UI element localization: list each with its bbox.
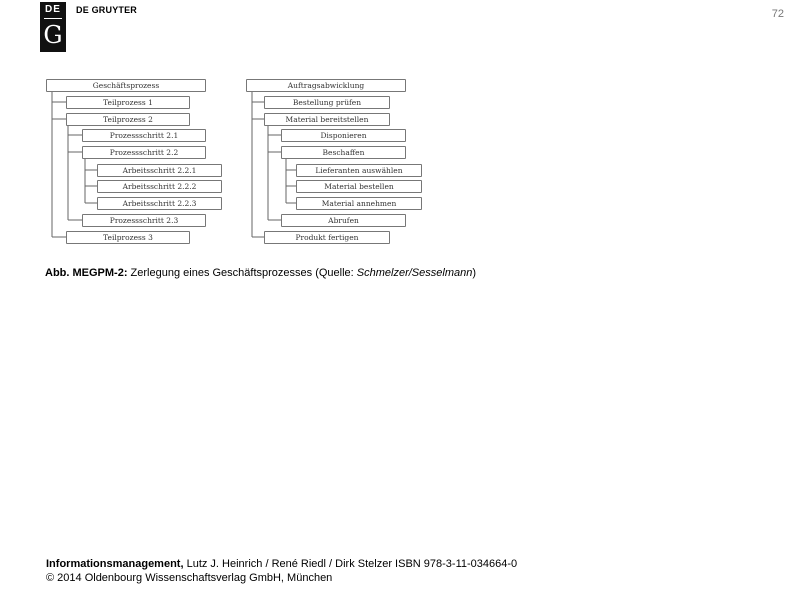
right-node-3: Material bereitstellen xyxy=(264,113,390,126)
footer-citation xyxy=(46,557,517,571)
right-node-8: Material annehmen xyxy=(296,197,422,210)
caption-end: ) xyxy=(472,267,477,279)
caption-source: Schmelzer/Sesselmann xyxy=(356,267,473,279)
footer-copyright: © 2014 Oldenbourg Wissenschaftsverlag GmbH, München xyxy=(46,572,333,584)
left-node-10: Teilprozess 3 xyxy=(66,231,190,244)
logo-de-text: DE xyxy=(45,4,61,15)
right-node-1: Auftragsabwicklung xyxy=(246,79,406,92)
publisher-name: DE GRUYTER xyxy=(76,5,138,15)
logo-g-text: G xyxy=(43,21,63,49)
footer-authors-isbn: Lutz J. Heinrich / René Riedl / Dirk Stelzer ISBN 978-3-11-034664-0 xyxy=(183,558,518,570)
left-node-8: Arbeitsschritt 2.2.3 xyxy=(97,197,222,210)
left-node-7: Arbeitsschritt 2.2.2 xyxy=(97,180,222,193)
page-number: 72 xyxy=(771,8,784,20)
caption-text: Zerlegung eines Geschäftsprozesses (Quelle: xyxy=(127,267,357,279)
right-node-7: Material bestellen xyxy=(296,180,422,193)
left-node-5: Prozessschritt 2.2 xyxy=(82,146,206,159)
footer-book-title: Informationsmanagement, xyxy=(46,558,184,570)
right-node-5: Beschaffen xyxy=(281,146,406,159)
right-node-6: Lieferanten auswählen xyxy=(296,164,422,177)
left-node-9: Prozessschritt 2.3 xyxy=(82,214,206,227)
left-node-6: Arbeitsschritt 2.2.1 xyxy=(97,164,222,177)
left-node-3: Teilprozess 2 xyxy=(66,113,190,126)
left-node-2: Teilprozess 1 xyxy=(66,96,190,109)
right-node-2: Bestellung prüfen xyxy=(264,96,390,109)
caption-label: Abb. MEGPM-2: xyxy=(45,267,128,279)
right-node-10: Produkt fertigen xyxy=(264,231,390,244)
right-node-4: Disponieren xyxy=(281,129,406,142)
figure-caption xyxy=(45,267,476,279)
page-footer xyxy=(46,557,517,585)
right-node-9: Abrufen xyxy=(281,214,406,227)
left-node-1: Geschäftsprozess xyxy=(46,79,206,92)
left-node-4: Prozessschritt 2.1 xyxy=(82,129,206,142)
